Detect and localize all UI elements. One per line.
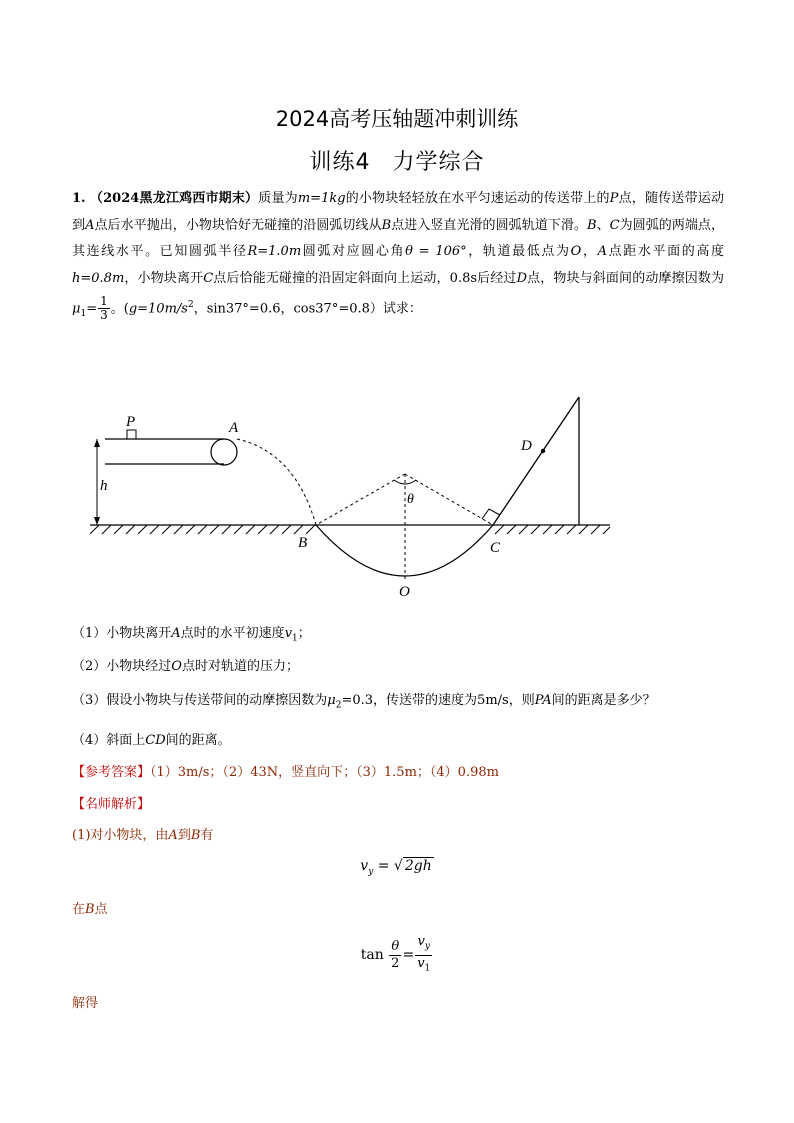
problem-text: 为圆弧的两端点，其连线水平。已知圆弧半径: [72, 217, 724, 259]
label-b: B: [298, 535, 308, 551]
eq-symbol: v: [417, 934, 425, 949]
problem-text: 点，随传送带运动到: [72, 191, 724, 233]
page-title: 2024高考压轴题冲刺训练: [275, 107, 519, 131]
label-p: P: [126, 414, 136, 430]
question-symbol: μ: [327, 693, 336, 708]
analysis-text: 有: [200, 828, 214, 843]
problem-text: 、: [596, 217, 610, 233]
problem-text: 点距水平面的高度: [606, 244, 724, 259]
problem-text: ，小物块离开: [124, 270, 204, 286]
question-subscript: 2: [335, 700, 342, 711]
question-text: 间的距离。: [165, 733, 231, 748]
problem-text: 质量为: [258, 191, 298, 206]
question-text: 点时的水平初速度: [180, 626, 285, 641]
problem-height: h=0.8m: [72, 270, 125, 286]
question-segment: CD: [145, 733, 166, 748]
problem-mu1: μ: [72, 301, 81, 317]
answer-label: 【参考答案】: [72, 765, 151, 780]
eq-fraction-right: [415, 934, 432, 976]
height-arrowhead-top: [94, 439, 100, 447]
label-c: C: [490, 540, 501, 556]
question-value: =0.3: [341, 693, 374, 708]
belt-pulley: [211, 439, 237, 465]
problem-point-c: C: [203, 270, 214, 286]
question-4: [72, 729, 231, 748]
problem-mass: m=1kg: [297, 191, 346, 206]
problem-point-d: D: [516, 270, 527, 286]
question-point: A: [171, 626, 181, 641]
eq-operator: =: [402, 947, 415, 964]
analysis-text: 点: [94, 902, 108, 917]
subtitle-training-number: 训练4: [309, 150, 371, 175]
point-d-dot: [541, 449, 545, 453]
projectile-path: [237, 439, 316, 525]
label-h: h: [100, 478, 108, 494]
sqrt-radicand: 2gh: [404, 858, 432, 874]
question-text: 点时对轨道的压力；: [181, 659, 299, 674]
analysis-text: 到: [177, 828, 191, 843]
problem-text: ，轨道最低点为: [466, 244, 571, 259]
question-text: （3）假设小物块与传送带间的动摩擦因数为: [72, 693, 328, 708]
page-subtitle: [0, 145, 794, 176]
physics-diagram: [85, 392, 625, 607]
problem-text: =: [86, 301, 98, 317]
problem-text: 。(: [110, 301, 129, 317]
eq-symbol: v: [360, 858, 369, 874]
problem-point-b: B: [381, 217, 392, 233]
question-text: （4）斜面上: [72, 733, 146, 748]
question-text: ；: [297, 626, 311, 641]
answer-text: （1）3m/s；（2）43N，竖直向下；（3）1.5m；（4）0.98m: [150, 765, 499, 780]
problem-point-o: O: [570, 244, 582, 259]
label-theta: θ: [407, 492, 414, 507]
problem-text: 点进入竖直光滑的圆弧轨道下滑。: [391, 217, 587, 233]
problem-gravity: g=10m/s: [128, 301, 188, 317]
arc-track: [316, 525, 493, 576]
problem-text: 点后恰能无碰撞的沿固定斜面向上运动，0.8s后经过: [213, 270, 517, 286]
subtitle-topic: 力学综合: [392, 150, 485, 175]
label-d: D: [521, 438, 532, 454]
problem-mu1-fraction: [98, 295, 110, 322]
analysis-line-1: [72, 824, 213, 843]
problem-gravity-sup: 2: [187, 300, 194, 310]
fraction-numerator: θ: [389, 939, 401, 956]
analysis-text: (1)对小物块，由: [72, 828, 169, 843]
question-segment: PA: [534, 693, 552, 708]
radius-b: [316, 474, 405, 525]
question-3: [72, 689, 656, 711]
question-1: [72, 622, 311, 644]
equation-vy: [0, 858, 794, 877]
ground-hatching: [90, 525, 610, 534]
problem-text: 点后水平抛出，小物块恰好无碰撞的沿圆弧切线从: [94, 217, 382, 233]
analysis-point: A: [168, 828, 178, 843]
fraction-numerator: 1: [100, 294, 108, 309]
analysis-point: B: [190, 828, 201, 843]
problem-point-b: B: [586, 217, 597, 233]
label-o: O: [399, 584, 410, 600]
eq-fraction-left: [389, 939, 401, 972]
question-text: （1）小物块离开: [72, 626, 172, 641]
radius-c: [405, 474, 493, 525]
height-arrowhead-bottom: [94, 517, 100, 525]
analysis-text: 在: [72, 902, 86, 917]
label-a: A: [229, 420, 239, 436]
problem-point-c: C: [609, 217, 620, 233]
problem-number: 1.: [72, 191, 86, 206]
problem-text: ，sin37°=0.6，cos37°=0.8）试求：: [193, 301, 422, 317]
block-p: [127, 430, 136, 439]
eq-subscript: 1: [424, 963, 431, 974]
question-2: [72, 655, 299, 674]
question-text: ，传送带的速度为5m/s，则: [373, 693, 535, 708]
incline: [493, 397, 579, 525]
problem-radius: R=1.0m: [247, 244, 302, 259]
question-point: O: [171, 659, 182, 674]
analysis-label: 【名师解析】: [72, 797, 151, 812]
fraction-denominator: 3: [100, 308, 108, 323]
eq-subscript: y: [424, 941, 430, 952]
problem-text: ，: [581, 244, 598, 259]
fraction-numerator: [415, 934, 432, 956]
eq-operator: =: [373, 858, 394, 874]
question-text: 间的距离是多少？: [551, 693, 656, 708]
analysis-line-3: 解得: [72, 996, 99, 1011]
problem-mu1-sub: 1: [80, 308, 87, 319]
problem-text: 圆弧对应圆心角: [301, 244, 406, 259]
problem-point-a: A: [597, 244, 607, 259]
eq-function: tan: [360, 947, 384, 964]
question-text: （2）小物块经过: [72, 659, 172, 674]
sqrt-sign: √: [393, 858, 403, 874]
analysis-line-2: [72, 898, 108, 917]
fraction-denominator: [415, 956, 432, 977]
sqrt: [394, 858, 434, 874]
eq-subscript: y: [368, 866, 374, 877]
problem-point-a: A: [85, 217, 95, 233]
problem-text: 的小物块轻轻放在水平匀速运动的传送带上的: [345, 191, 610, 206]
problem-angle: θ = 106°: [405, 244, 467, 259]
problem-point-p: P: [609, 191, 619, 206]
problem-source: （2024黑龙江鸡西市期末）: [89, 191, 259, 206]
fraction-denominator: 2: [391, 955, 400, 971]
analysis-point: B: [85, 902, 95, 917]
question-subscript: 1: [292, 633, 298, 644]
problem-text: 点，物块与斜面间的动摩擦因数为: [527, 270, 724, 286]
equation-tan: [0, 934, 794, 976]
eq-symbol: v: [417, 955, 425, 971]
question-symbol: v: [284, 626, 293, 641]
answer-line: [72, 761, 499, 780]
problem-statement: [72, 186, 724, 327]
